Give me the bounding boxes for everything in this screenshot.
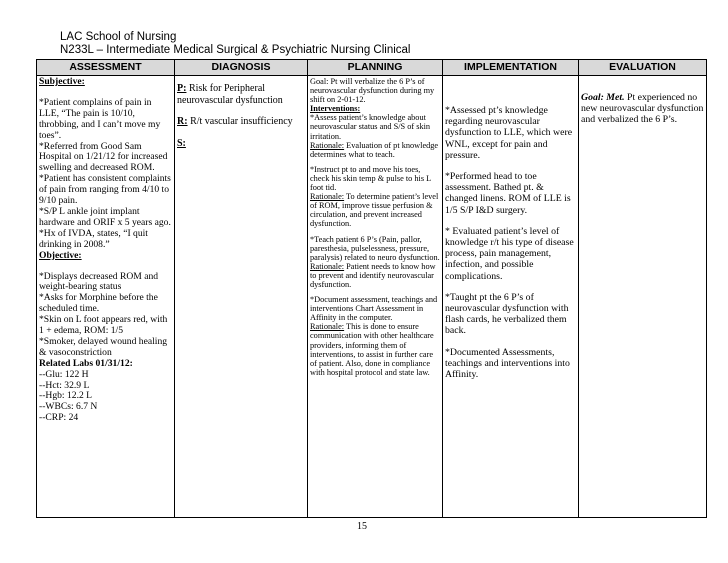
lab-value: --Hct: 32.9 L — [39, 379, 90, 391]
lab-value: --CRP: 24 — [39, 412, 79, 424]
objective-heading: Objective: — [39, 249, 82, 261]
rationale-text: To determine patient’s level of ROM, improve tissue perfusion & circulation, and prevent increased dysfunction. — [310, 192, 439, 229]
goal-met-label: Goal: Met. — [581, 92, 625, 103]
subjective-heading: Subjective: — [39, 76, 85, 87]
subjective-item: *S/P L ankle joint implant hardware and ORIF x 5 years ago. — [39, 205, 171, 228]
rationale-text: This is done to ensure communication with other healthcare providers, informing them of interventions, to assist in further care of patient. Also, done in compliance with hospital protocol and state law. — [310, 322, 434, 377]
problem-label: P: — [177, 83, 187, 94]
table-row — [37, 76, 707, 518]
objective-item: *Asks for Morphine before the scheduled time. — [39, 292, 158, 315]
intervention-item: *Instruct pt to and move his toes, check his skin temp & pulse to his L foot tid. — [310, 164, 431, 193]
planning-cell — [308, 76, 443, 518]
page-number: 15 — [357, 521, 367, 532]
implementation-item: *Performed head to toe assessment. Bathed pt. & changed linens. ROM of LLE is 1/5 S/P I&D surgery. — [445, 171, 571, 216]
objective-item: *Skin on L foot appears red, with 1 + edema, ROM: 1/5 — [39, 314, 168, 337]
objective-item: *Displays decreased ROM and weight-bearing status — [39, 270, 159, 293]
implementation-item: *Documented Assessments, teachings and interventions into Affinity. — [445, 346, 570, 381]
intervention-item: *Assess patient’s knowledge about neurovascular status and S/S of skin irritation. — [310, 113, 431, 141]
subjective-item: *Patient has consistent complaints of pain from ranging from 4/10 to 9/10 pain. — [39, 173, 171, 207]
care-plan-table — [36, 59, 707, 518]
lab-value: --Glu: 122 H — [39, 368, 89, 380]
lab-value: --WBCs: 6.7 N — [39, 401, 98, 413]
evaluation-detail: Pt experienced no new neurovascular dysfunction and verbalized the 6 P’s. — [581, 92, 704, 126]
problem-text: Risk for Peripheral neurovascular dysfunction — [177, 83, 283, 106]
implementation-item: *Assessed pt’s knowledge regarding neurovascular dysfunction to LLE, which were WNL, except for pain and pressure. — [445, 105, 573, 161]
intervention-item: *Teach patient 6 P’s (Pain, pallor, paresthesia, pulselessness, pressure, paralysis) related to neuro dysfunction. — [310, 234, 440, 262]
diagnosis-related-to — [177, 116, 305, 128]
related-text: R/t vascular insufficiency — [187, 116, 293, 127]
col-header-planning: PLANNING — [308, 60, 443, 76]
rationale-item — [310, 322, 440, 377]
subjective-item: *Referred from Good Sam Hospital on 1/21/12 for increased swelling and decreased ROM. — [39, 140, 168, 174]
implementation-cell — [443, 76, 579, 518]
col-header-evaluation: EVALUATION — [579, 60, 707, 76]
interventions-label: Interventions: — [310, 104, 361, 114]
rationale-label: Rationale: — [310, 261, 345, 271]
rationale-item — [310, 141, 440, 159]
rationale-label: Rationale: — [310, 140, 345, 150]
symptoms-label: S: — [177, 137, 186, 149]
school-name: LAC School of Nursing — [60, 31, 177, 43]
course-title: N233L – Intermediate Medical Surgical & Psychiatric Nursing Clinical — [60, 44, 411, 56]
subjective-item: *Hx of IVDA, states, “I quit drinking in 2008.” — [39, 227, 148, 250]
intervention-item: *Document assessment, teachings and interventions Chart Assessment in Affinity in the computer. — [310, 295, 438, 323]
labs-heading: Related Labs 01/31/12: — [39, 357, 133, 369]
col-header-assessment: ASSESSMENT — [37, 60, 175, 76]
rationale-label: Rationale: — [310, 192, 345, 202]
rationale-text: Evaluation of pt knowledge determines what to teach. — [310, 140, 439, 159]
col-header-diagnosis: DIAGNOSIS — [175, 60, 308, 76]
diagnosis-cell — [175, 76, 308, 518]
rationale-text: Patient needs to know how to prevent and identify neurovascular dysfunction. — [310, 261, 436, 289]
evaluation-text — [581, 92, 704, 126]
related-label: R: — [177, 116, 188, 127]
col-header-implementation: IMPLEMENTATION — [443, 60, 579, 76]
diagnosis-problem — [177, 83, 305, 106]
assessment-cell — [37, 76, 175, 518]
rationale-item — [310, 192, 440, 228]
subjective-item: *Patient complains of pain in LLE, “The pain is 10/10, throbbing, and I can’t move my toes”. — [39, 96, 161, 141]
lab-value: --Hgb: 12.2 L — [39, 390, 93, 402]
implementation-item: * Evaluated patient’s level of knowledge r/t his type of disease process, pain management, infection, and possible complications. — [445, 225, 574, 282]
planning-goal: Goal: Pt will verbalize the 6 P’s of neurovascular dysfunction during my shift on 2-01-12. — [310, 77, 435, 105]
implementation-item: *Taught pt the 6 P’s of neurovascular dysfunction with flash cards, he verbalized them back. — [445, 291, 569, 337]
rationale-label: Rationale: — [310, 322, 345, 332]
evaluation-cell — [579, 76, 707, 518]
rationale-item — [310, 262, 440, 289]
table-header-row — [37, 60, 707, 76]
objective-item: *Smoker, delayed wound healing & vasoconstriction — [39, 335, 168, 358]
